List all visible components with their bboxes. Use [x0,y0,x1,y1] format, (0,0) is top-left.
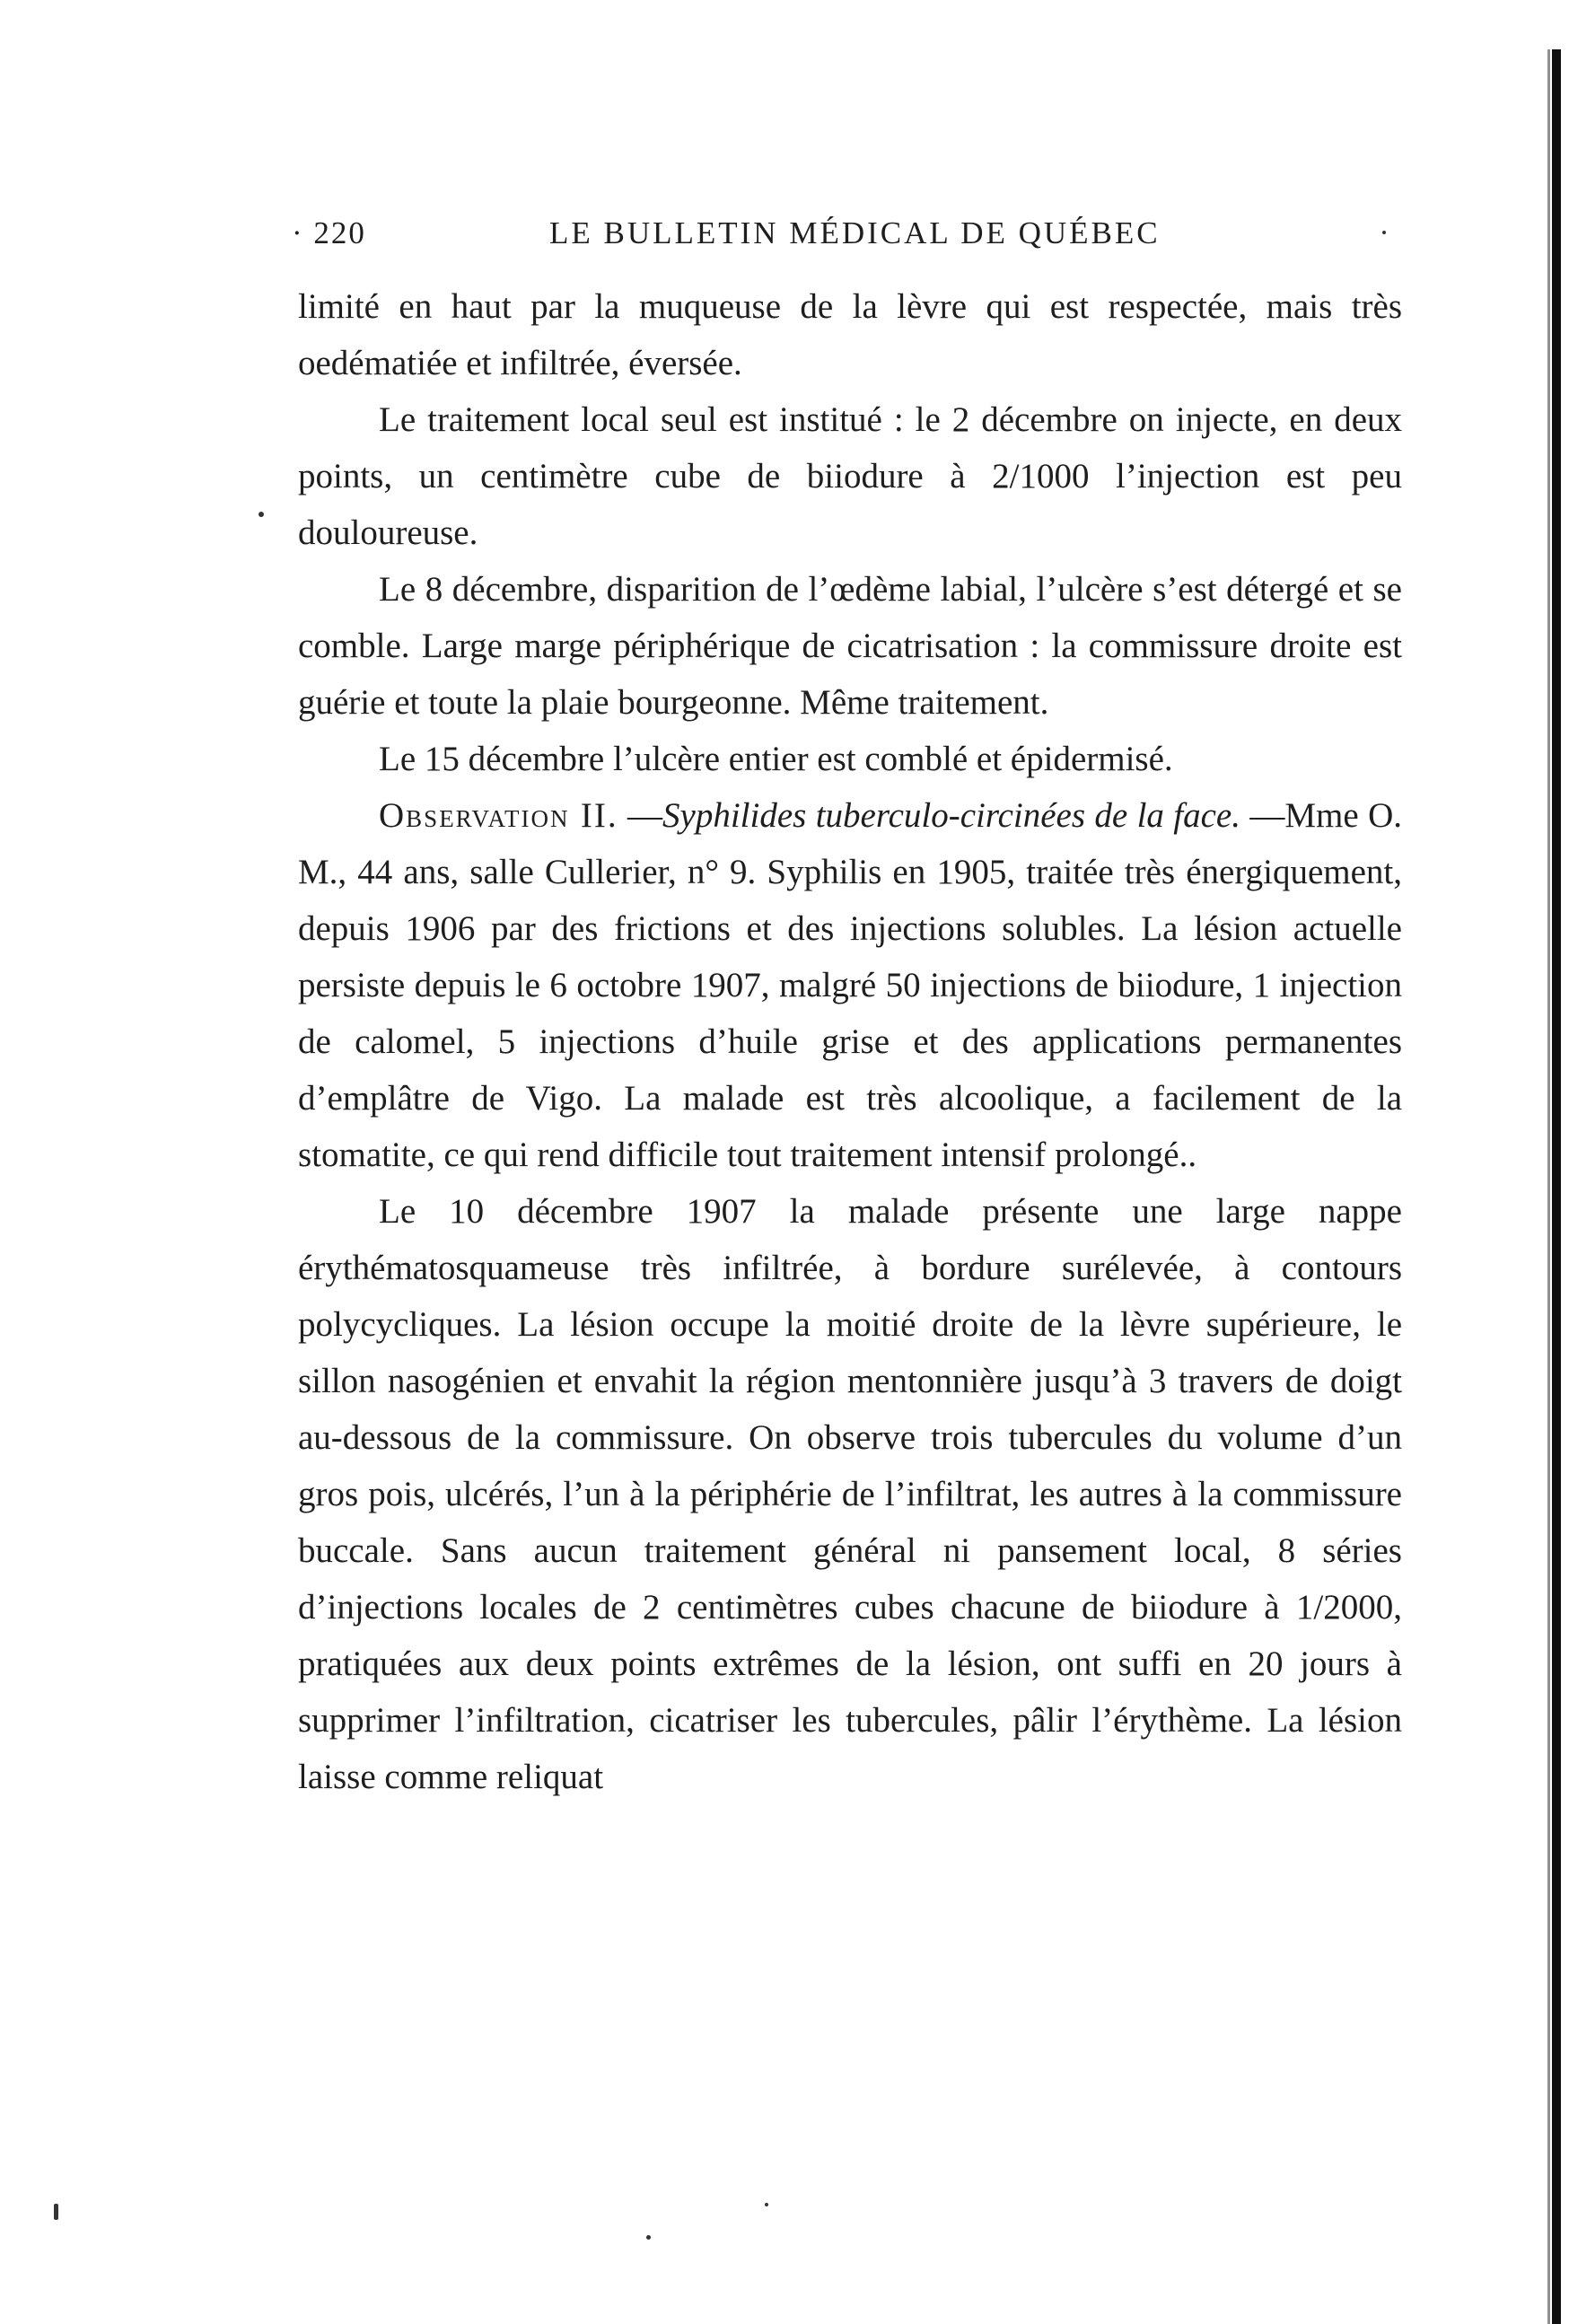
running-title: LE BULLETIN MÉDICAL DE QUÉBEC [549,215,1161,250]
scan-speck [646,2235,651,2240]
observation-dash: — [618,796,663,835]
scan-edge-shadow [1547,49,1550,2324]
scan-speck [259,512,264,517]
page-header [292,215,1189,260]
scan-edge-bar [1552,49,1561,2324]
scan-speck [54,2204,58,2220]
observation-title: Syphilides tuberculo-circinées de la face. [662,796,1240,835]
paragraph-december-15: Le 15 décembre l’ulcère entier est comblé et épidermisé. [379,740,1173,778]
paragraph-local-treatment: Le traitement local seul est institué : le 2 décembre on injecte, en deux points, un centimètre cube de biiodure à 2/1000 l’injection est peu douloureuse. [298,400,1402,552]
scan-speck [1382,231,1386,234]
paragraph-december-8: Le 8 décembre, disparition de l’œdème labial, l’ulcère s’est détergé et se comble. Large marge périphérique de cicatrisation : la commissure droite est guérie et toute la plaie bourgeonne. Même traitement. [298,570,1402,722]
paragraph-observation-2 [298,787,1402,1183]
scan-speck [765,2203,768,2206]
observation-text: —Mme O. M., 44 ans, salle Cullerier, n° 9. Syphilis en 1905, traitée très énergiquement, depuis 1906 par des frictions et des injections solubles. La lésion actuelle persiste depuis le 6 octobre 1907, malgré 50 injections de biiodure, 1 injection de calomel, 5 injections d’huile grise et des applications permanentes d’emplâtre de Vigo. La malade est très alcoolique, a facilement de la stomatite, ce qui rend difficile tout traitement intensif prolongé.. [298,796,1402,1174]
page-number: · 220 [292,215,366,250]
paragraph-december-10: Le 10 décembre 1907 la malade présente une large nappe érythématosquameuse très infiltrée, à bordure surélevée, à contours polycycliques. La lésion occupe la moitié droite de la lèvre supérieure, le sillon nasogénien et envahit la région mentonnière jusqu’à 3 travers de doigt au-dessous de la commissure. On observe trois tubercules du volume d’un gros pois, ulcérés, l’un à la périphérie de l’infiltrat, les autres à la commissure buccale. Sans aucun traitement général ni pansement local, 8 séries d’injections locales de 2 centimètres cubes chacune de biiodure à 1/2000, pratiquées aux deux points extrêmes de la lésion, ont suffi en 20 jours à supprimer l’infiltration, cicatriser les tubercules, pâlir l’érythème. La lésion laisse comme reliquat [298,1192,1402,1796]
body-text [298,278,1402,1805]
paragraph-continuation: limité en haut par la muqueuse de la lèvre qui est respectée, mais très oedématiée et infiltrée, éversée. [298,287,1402,382]
observation-label: Observation II. [379,796,618,835]
